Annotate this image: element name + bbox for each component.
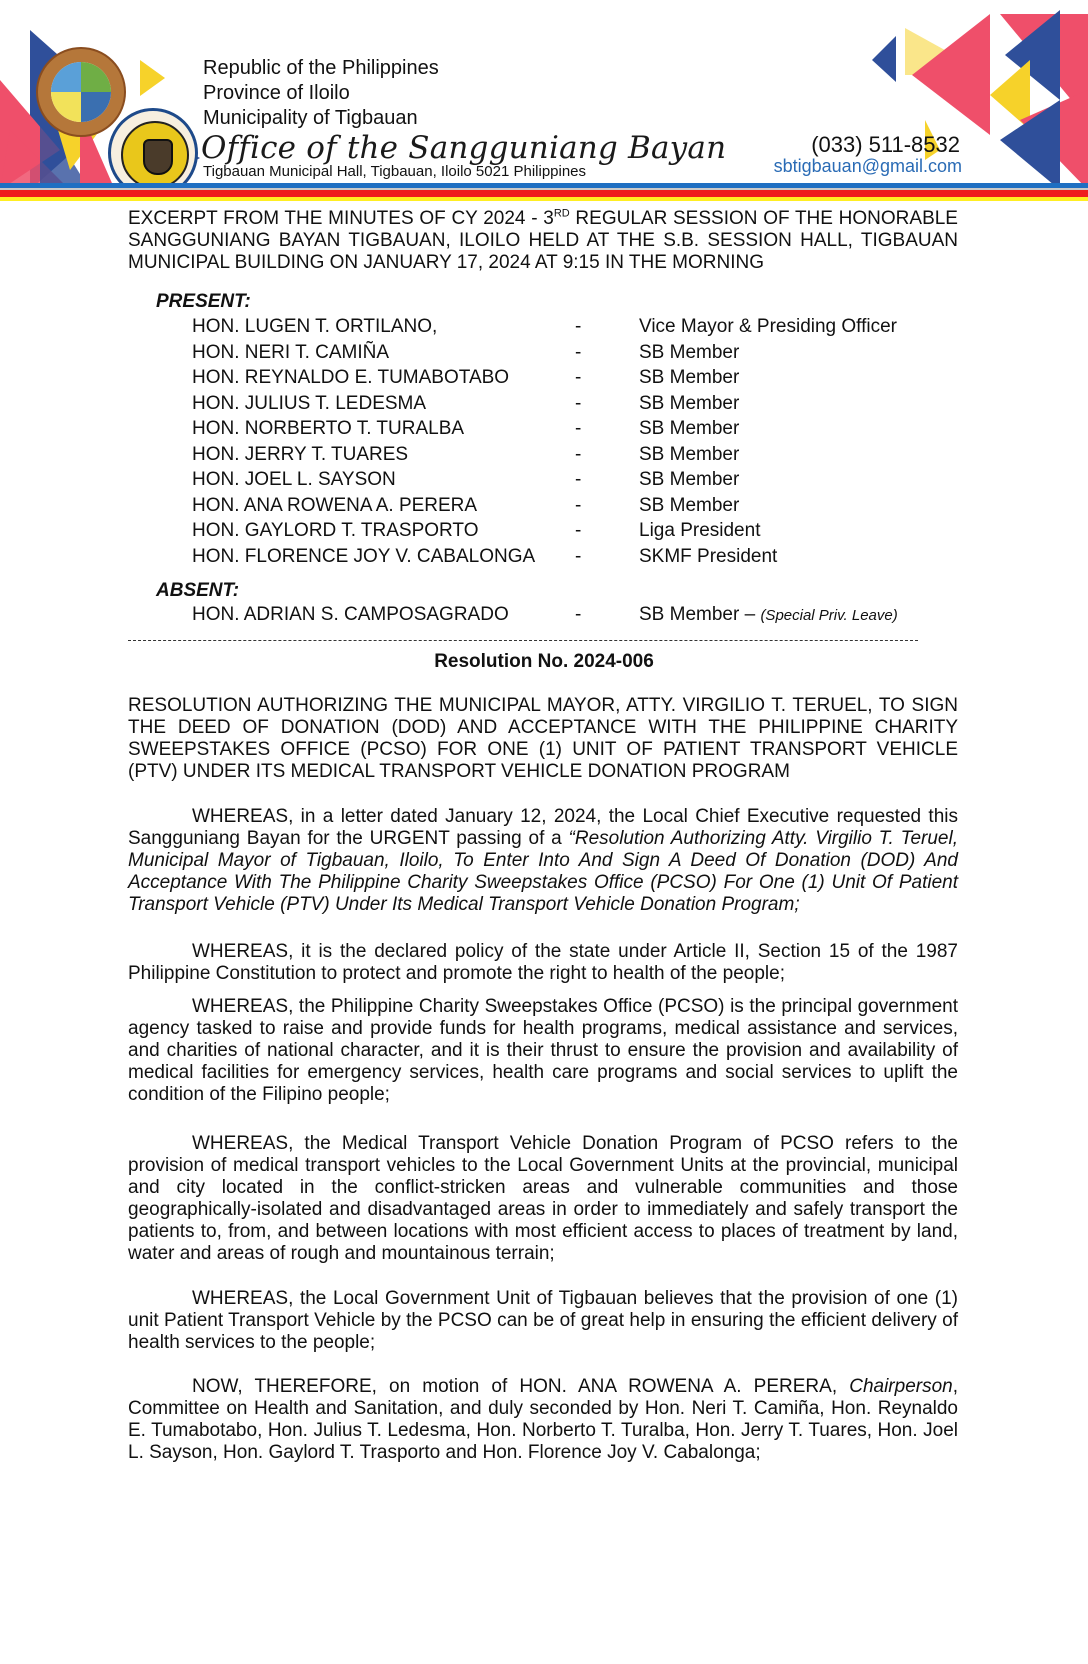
absent-label: ABSENT: xyxy=(156,580,240,601)
member-name: HON. JERRY T. TUARES xyxy=(192,443,409,465)
present-member-row xyxy=(192,444,952,469)
resolution-title: RESOLUTION AUTHORIZING THE MUNICIPAL MAYOR, ATTY. VIRGILIO T. TERUEL, TO SIGN THE DEED OF DONATION (DOD) AND ACCEPTANCE WITH THE PHILIPPINE CHARITY SWEEPSTAKES OFFICE (PCSO) FOR ONE (1) UNIT OF PATIENT TRANSPORT VEHICLE (PTV) UNDER ITS MEDICAL TRANSPORT VEHICLE DONATION PROGRAM xyxy=(128,695,958,782)
member-name: HON. REYNALDO E. TUMABOTABO xyxy=(192,367,510,388)
member-name: HON. ANA ROWENA A. PERERA xyxy=(192,494,478,516)
whereas-clause-4 xyxy=(128,1133,958,1265)
member-position: SB Member xyxy=(639,418,740,439)
clause-text: WHEREAS, the Philippine Charity Sweepstakes Office (PCSO) is the principal government agency tasked to raise and provide funds for health programs, medical assistance and services, and charities of national character, and it is their thrust to ensure the provision and availability of medical facilities for emergency services, health care programs and social services to uplift the condition of the Filipino people; xyxy=(128,996,958,1105)
now-therefore-clause xyxy=(128,1376,958,1464)
member-position: SB Member xyxy=(639,341,740,363)
separator-dash: - xyxy=(575,469,582,490)
position-text: SB Member – xyxy=(639,604,761,625)
triangle-shape xyxy=(872,36,896,82)
stripe-red xyxy=(0,190,1088,197)
quoted-title: “Resolution Authorizing Atty. Virgilio T. Teruel, Municipal Mayor of Tigbauan, Iloilo, To Enter Into And Sign A Deed Of Donation (DOD) And Acceptance With The Philippine Charity Sweepstakes Office (PCSO) For One (1) Unit Of Patient Transport Vehicle (PTV) Under Its Medical Transport Vehicle Donation Program; xyxy=(128,828,958,915)
present-member-row xyxy=(192,367,952,392)
member-name: HON. GAYLORD T. TRASPORTO xyxy=(192,520,479,541)
member-position: SB Member xyxy=(639,392,740,414)
member-position: SB Member xyxy=(639,443,740,465)
office-address: Tigbauan Municipal Hall, Tigbauan, Iloilo 5021 Philippines xyxy=(203,163,587,180)
leave-note: (Special Priv. Leave) xyxy=(760,607,898,624)
whereas-clause-3 xyxy=(128,996,958,1106)
excerpt-text: EXCERPT FROM THE MINUTES OF CY 2024 - 3 xyxy=(128,208,554,229)
separator-dash: - xyxy=(575,494,582,516)
separator-dash: - xyxy=(575,520,582,541)
whereas-clause-2 xyxy=(128,941,958,985)
stripe-yellow xyxy=(0,197,1088,201)
member-position: SB Member xyxy=(639,367,740,388)
whereas-clause-1 xyxy=(128,806,958,916)
present-member-row xyxy=(192,316,952,341)
clause-text: WHEREAS, in a letter dated January 12, 2024, the Local Chief Executive requested this Sangguniang Bayan for the URGENT passing of a xyxy=(128,806,958,849)
clause-text: WHEREAS, the Medical Transport Vehicle Donation Program of PCSO refers to the provision of medical transport vehicles to the Local Government Units at the provincial, municipal and city located in the conflict-stricken areas and vulnerable communities and those geographically-isolated and disadvantaged areas in order to immediately and safely transport the patients to, from, and between locations with most efficient access to places of treatment by land, water and areas of rough and mountainous terrain; xyxy=(128,1133,958,1264)
separator-dash: - xyxy=(575,604,582,625)
member-position: SKMF President xyxy=(639,545,778,567)
separator-dash: - xyxy=(575,341,582,363)
present-member-row xyxy=(192,546,952,571)
present-member-row xyxy=(192,393,952,418)
municipality-seal-icon xyxy=(36,47,126,137)
separator-dash: - xyxy=(575,418,582,439)
member-position xyxy=(639,604,898,626)
province-line: Province of Iloilo xyxy=(203,82,350,104)
dashed-divider xyxy=(128,640,918,641)
separator-dash: - xyxy=(575,443,582,465)
member-name: HON. JULIUS T. LEDESMA xyxy=(192,392,427,414)
present-member-row xyxy=(192,418,952,443)
clause-text: WHEREAS, it is the declared policy of the state under Article II, Section 15 of the 1987 Philippine Constitution to protect and promote the right to health of the people; xyxy=(128,941,958,984)
letterhead xyxy=(0,0,1088,215)
separator-dash: - xyxy=(575,392,582,414)
minutes-excerpt-heading xyxy=(128,208,958,274)
member-name: HON. ADRIAN S. CAMPOSAGRADO xyxy=(192,604,509,625)
republic-line: Republic of the Philippines xyxy=(203,57,439,79)
present-member-row xyxy=(192,342,952,367)
member-name: HON. FLORENCE JOY V. CABALONGA xyxy=(192,545,536,567)
member-name: HON. JOEL L. SAYSON xyxy=(192,469,396,490)
separator-dash: - xyxy=(575,316,582,337)
ordinal-suffix: RD xyxy=(553,207,570,220)
member-position: Liga President xyxy=(639,520,761,541)
clause-text-cont: , Committee on Health and Sanitation, and duly seconded by Hon. Neri T. Camiña, Hon. Reynaldo E. Tumabotabo, Hon. Julius T. Ledesma, Hon. Norberto T. Turalba, Hon. Jerry T. Tuares, Hon. Joel L. Sayson, Hon. Gaylord T. Trasporto and Hon. Florence Joy V. Cabalonga; xyxy=(128,1376,958,1463)
absent-member-row xyxy=(192,604,952,629)
office-title: Office of the Sangguniang Bayan xyxy=(201,130,727,166)
chairperson-title: Chairperson xyxy=(849,1376,953,1397)
municipality-line: Municipality of Tigbauan xyxy=(203,107,418,129)
member-name: HON. LUGEN T. ORTILANO, xyxy=(192,316,438,337)
clause-text: NOW, THEREFORE, on motion of HON. ANA ROWENA A. PERERA, xyxy=(192,1376,850,1397)
separator-dash: - xyxy=(575,367,582,388)
present-label: PRESENT: xyxy=(156,291,251,312)
member-name: HON. NORBERTO T. TURALBA xyxy=(192,418,465,439)
present-member-row xyxy=(192,469,952,494)
excerpt-text-cont: REGULAR SESSION OF THE HONORABLE SANGGUNIANG BAYAN TIGBAUAN, ILOILO HELD AT THE S.B. SESSION HALL, TIGBAUAN MUNICIPAL BUILDING ON JANUARY 17, 2024 AT 9:15 IN THE MORNING xyxy=(128,208,958,273)
whereas-clause-5 xyxy=(128,1288,958,1354)
resolution-number: Resolution No. 2024-006 xyxy=(434,651,654,672)
present-member-row xyxy=(192,520,952,545)
present-member-row xyxy=(192,495,952,520)
email-link[interactable]: sbtigbauan@gmail.com xyxy=(773,156,962,176)
member-name: HON. NERI T. CAMIÑA xyxy=(192,341,390,363)
separator-dash: - xyxy=(575,545,582,567)
member-position: Vice Mayor & Presiding Officer xyxy=(639,316,898,337)
member-position: SB Member xyxy=(639,494,740,516)
triangle-shape xyxy=(912,14,990,135)
member-position: SB Member xyxy=(639,469,740,490)
triangle-shape xyxy=(140,60,165,96)
phone-number: (033) 511-8532 xyxy=(811,132,960,157)
letterhead-text xyxy=(203,56,726,181)
clause-text: WHEREAS, the Local Government Unit of Tigbauan believes that the provision of one (1) unit Patient Transport Vehicle by the PCSO can be of great help in ensuring the efficient delivery of health services to the people; xyxy=(128,1288,958,1353)
